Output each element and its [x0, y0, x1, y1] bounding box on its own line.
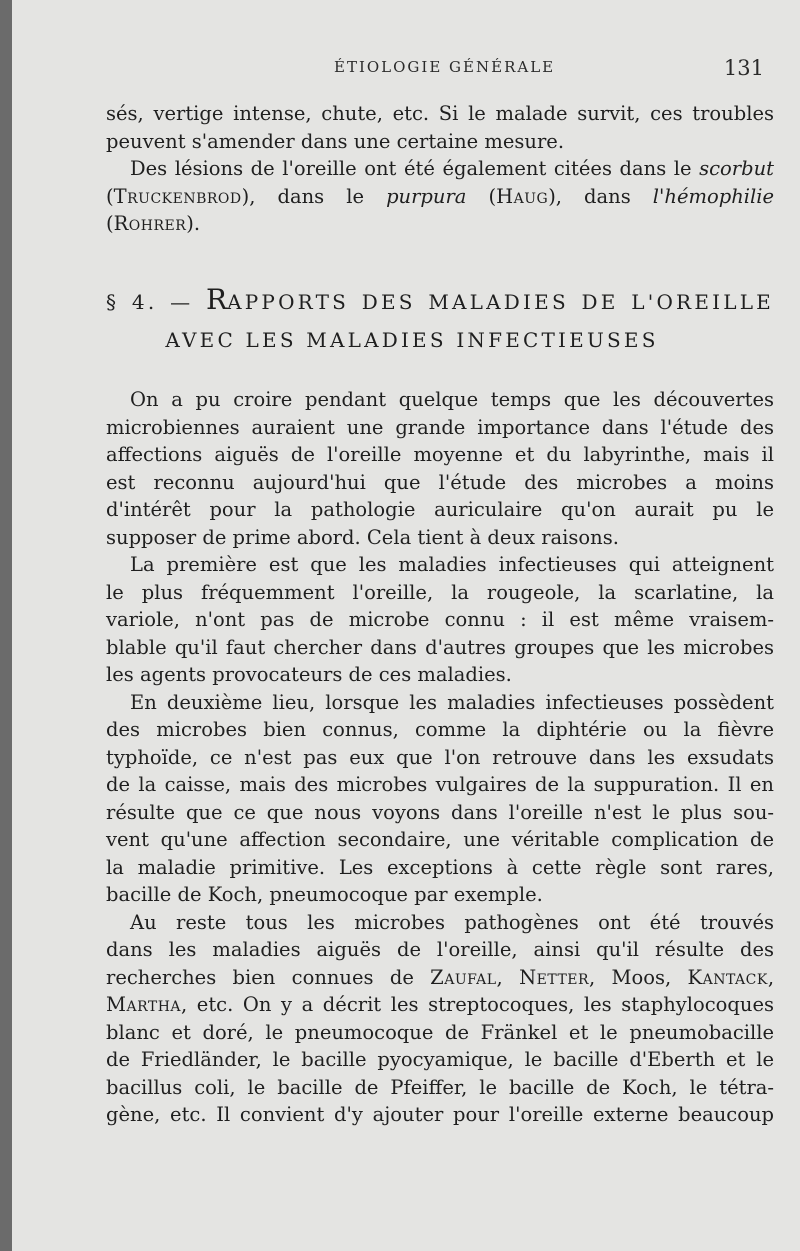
paragraph-1 — [106, 386, 774, 551]
section-heading: § 4. — RAPPORTS DES MALADIES DE L'OREILLE — [106, 283, 774, 316]
text-line: recherches bien connues de Zaufal, Netter, Moos, Kantack, — [106, 965, 775, 989]
text-line: blanc et doré, le pneumocoque de Fränkel et le pneumobacille — [106, 1020, 774, 1044]
section-body — [106, 386, 774, 1129]
text-line: La première est que les maladies infectieuses qui atteignent — [130, 553, 774, 576]
section-subtitle: AVEC LES MALADIES INFECTIEUSES — [165, 328, 659, 352]
text-line: est reconnu aujourd'hui que l'étude des microbes a moins — [106, 470, 774, 494]
author-name: Kantack — [687, 965, 768, 989]
text-line: vent qu'une affection secondaire, une véritable complication de — [106, 828, 774, 851]
text-line: d'intérêt pour la pathologie auriculaire qu'on aurait pu le — [106, 498, 774, 521]
page-header — [12, 58, 800, 88]
text-line: blable qu'il faut chercher dans d'autres groupes que les microbes — [106, 635, 774, 659]
text-line: Martha, etc. On y a décrit les streptocoques, les staphylocoques — [106, 993, 774, 1016]
text-line: le plus fréquemment l'oreille, la rougeole, la scarlatine, la — [106, 580, 774, 604]
text-line: de Friedländer, le bacille pyocyamique, le bacille d'Eberth et le — [106, 1048, 774, 1071]
section-title-text: APPORTS DES MALADIES DE L'OREILLE — [227, 290, 774, 314]
author-name: Zaufal — [430, 965, 497, 989]
text-line: (Rohrer). — [106, 212, 201, 235]
text-line: peuvent s'amender dans une certaine mesure. — [106, 129, 565, 153]
book-page — [12, 0, 800, 1251]
text-line: affections aiguës de l'oreille moyenne et du labyrinthe, mais il — [106, 443, 774, 466]
text-line: variole, n'ont pas de microbe connu : il est même vraisem- — [106, 608, 774, 631]
author-name: Rohrer — [113, 212, 187, 235]
drop-initial: R — [206, 283, 228, 316]
disease-name: scorbut — [699, 157, 774, 180]
page-number: 131 — [723, 56, 764, 80]
text-line: Des lésions de l'oreille ont été également citées dans le scorbut — [130, 157, 774, 180]
running-title: ÉTIOLOGIE GÉNÉRALE — [334, 58, 556, 76]
text-line: On a pu croire pendant quelque temps que les découvertes — [130, 388, 774, 411]
author-name: Truckenbrod — [113, 184, 242, 208]
paragraph-2 — [106, 551, 774, 689]
author-name: Netter — [519, 965, 590, 989]
text-line: des microbes bien connus, comme la diphtérie ou la fièvre — [106, 718, 774, 741]
text-line: résulte que ce que nous voyons dans l'oreille n'est le plus sou- — [106, 800, 774, 824]
text-line: bacillus coli, le bacille de Pfeiffer, le bacille de Koch, le tétra- — [106, 1075, 774, 1099]
disease-name: l'hémophilie — [652, 184, 775, 208]
text-line: bacille de Koch, pneumocoque par exemple. — [106, 883, 543, 906]
text-line: dans les maladies aiguës de l'oreille, ainsi qu'il résulte des — [106, 938, 774, 961]
text-line: microbiennes auraient une grande importance dans l'étude des — [106, 415, 774, 439]
text-line: supposer de prime abord. Cela tient à deux raisons. — [106, 525, 619, 549]
paragraph-4 — [106, 909, 774, 1129]
paragraph-3 — [106, 689, 774, 909]
continued-text — [106, 100, 774, 238]
section-mark: § 4. — [106, 290, 158, 314]
author-name: Martha — [106, 993, 182, 1016]
text-line: sés, vertige intense, chute, etc. Si le malade survit, ces troubles — [106, 102, 774, 125]
text-line: Au reste tous les microbes pathogènes ont été trouvés — [130, 910, 774, 934]
disease-name: purpura — [386, 184, 467, 208]
author-name: Haug — [496, 184, 549, 208]
text-line: (Truckenbrod), dans le purpura (Haug), dans l'hémophilie — [106, 184, 775, 208]
text-line: En deuxième lieu, lorsque les maladies infectieuses possèdent — [130, 690, 774, 714]
text-line: les agents provocateurs de ces maladies. — [106, 663, 512, 686]
text-line: de la caisse, mais des microbes vulgaires de la suppuration. Il en — [106, 773, 774, 796]
text-line: la maladie primitive. Les exceptions à cette règle sont rares, — [106, 855, 774, 879]
text-line: gène, etc. Il convient d'y ajouter pour l'oreille externe beaucoup — [106, 1103, 774, 1126]
text-line: typhoïde, ce n'est pas eux que l'on retrouve dans les exsudats — [106, 745, 774, 769]
